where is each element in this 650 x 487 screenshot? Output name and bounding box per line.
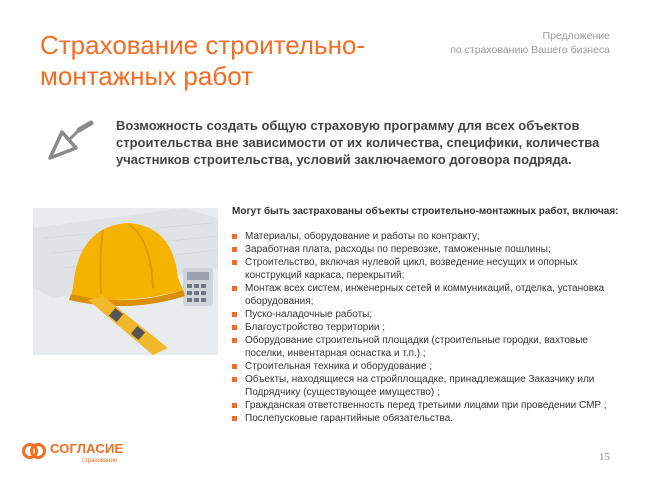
- bullet-icon: [232, 338, 237, 343]
- brand-tagline: страхование: [82, 458, 118, 464]
- bullet-icon: [232, 403, 237, 408]
- bullet-icon: [232, 325, 237, 330]
- bullet-icon: [232, 286, 237, 291]
- subtitle-line-1: Предложение: [542, 30, 610, 42]
- page-title: Страхование строительно-монтажных работ: [40, 30, 366, 91]
- brand-name: СОГЛАСИЕ: [50, 441, 124, 456]
- header-subtitle: [390, 29, 610, 57]
- list-item: Объекты, находящиеся на стройплощадке, принадлежащие Заказчику или Подрядчику (существующее имущество) ;: [232, 373, 627, 399]
- subtitle-line-2: по страхованию Вашего бизнеса: [450, 44, 610, 56]
- list-item: Благоустройство территории ;: [232, 321, 627, 334]
- page-number: 15: [599, 451, 610, 463]
- list-item: Строительная техника и оборудование ;: [232, 360, 627, 373]
- lead-statement: Возможность создать общую страховую программу для всех объектов строительства вне зависимости от их количества, специфики, количества участников строительства, условий заключаемого договора подряда.: [116, 118, 600, 167]
- insured-objects-block: [232, 205, 627, 425]
- brand-logo: [22, 438, 132, 468]
- list-item: Монтаж всех систем, инженерных сетей и коммуникаций, отделка, установка оборудования;: [232, 282, 627, 308]
- list-heading: Могут быть застрахованы объекты строительно-монтажных работ, включая:: [232, 206, 619, 217]
- insured-objects-list: [232, 230, 627, 425]
- bullet-icon: [232, 260, 237, 265]
- list-item: Послепусковые гарантийные обязательства.: [232, 412, 627, 425]
- list-item: Заработная плата, расходы по перевозке, таможенные пошлины;: [232, 243, 627, 256]
- list-item: Оборудование строительной площадки (строительные городки, вахтовые поселки, инвентарная оснастка и т.п.) ;: [232, 334, 627, 360]
- bullet-icon: [232, 377, 237, 382]
- bullet-icon: [232, 364, 237, 369]
- bullet-icon: [232, 247, 237, 252]
- hardhat-photo: [33, 208, 218, 355]
- bullet-icon: [232, 234, 237, 239]
- list-item: Строительство, включая нулевой цикл, возведение несущих и опорных конструкций каркаса, перекрытий;: [232, 256, 627, 282]
- list-item: Материалы, оборудование и работы по контракту;: [232, 230, 627, 243]
- list-item: Гражданская ответственность перед третьими лицами при проведении СМР ;: [232, 399, 627, 412]
- logo-mark-icon: [22, 440, 46, 462]
- trowel-icon: [46, 118, 96, 166]
- list-item: Пуско-наладочные работы;: [232, 308, 627, 321]
- bullet-icon: [232, 416, 237, 421]
- bullet-icon: [232, 312, 237, 317]
